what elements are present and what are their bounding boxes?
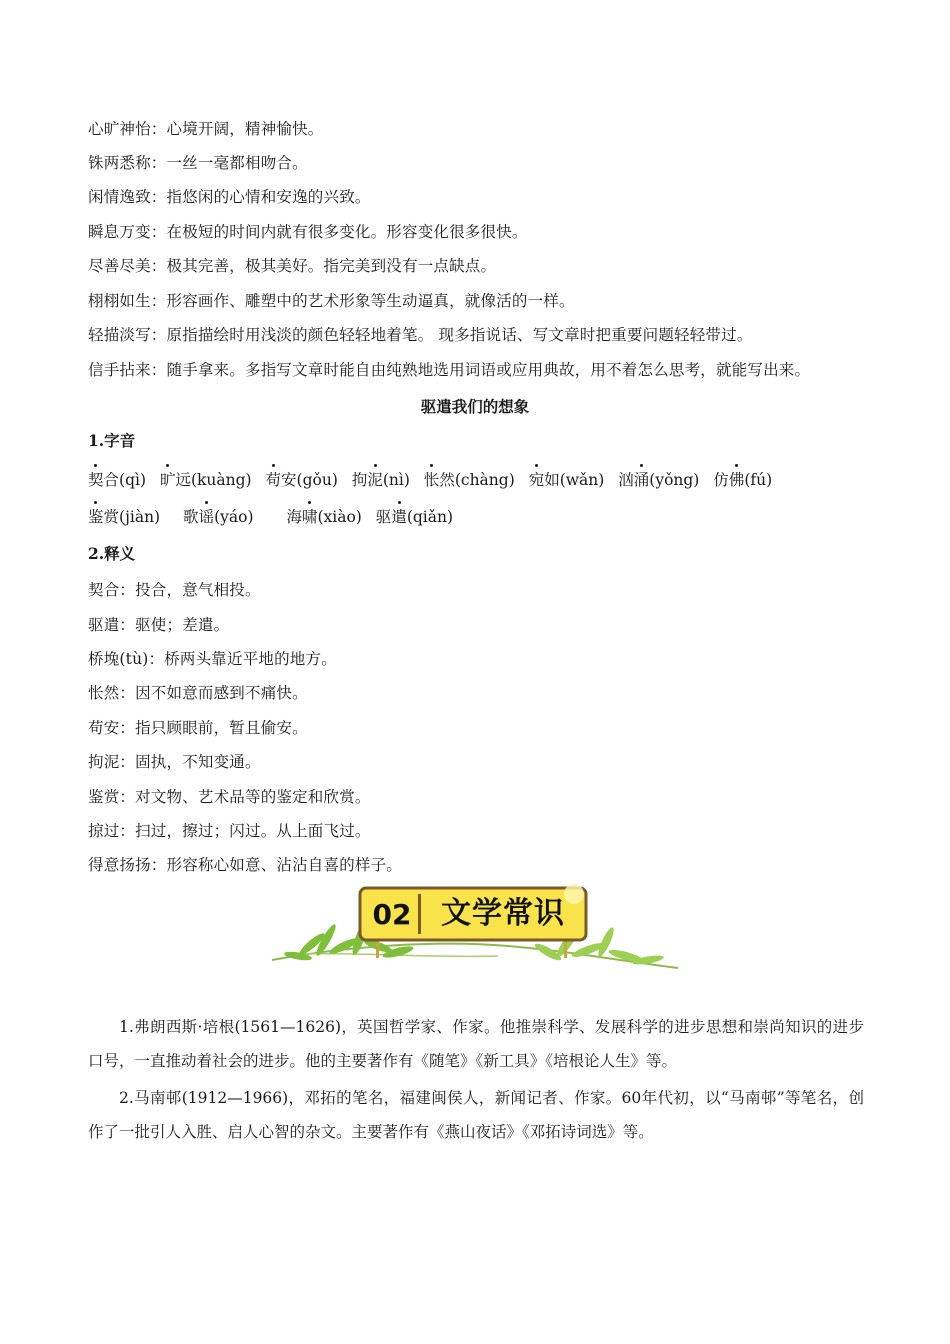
pinyin-item: [424, 471, 515, 489]
definition-line: 尽善尽美：极其完善，极其美好。指完美到没有一点缺点。: [88, 257, 497, 275]
definition-line: 栩栩如生：形容画作、雕塑中的艺术形象等生动逼真，就像活的一样。: [88, 292, 575, 310]
pinyin-item: [376, 508, 453, 526]
meaning-line: 掠过：扫过，擦过；闪过。从上面飞过。: [88, 822, 371, 840]
meaning-line: 怅然：因不如意而感到不痛快。: [88, 684, 308, 702]
pinyin-text: 安(gǒu): [281, 471, 338, 489]
pronunciation-heading: 1.字音: [88, 431, 136, 450]
emphasis-char: 遣: [391, 508, 407, 526]
section-title: 驱遣我们的想象: [420, 397, 530, 416]
pinyin-text: 然(chàng): [439, 471, 515, 489]
pinyin-char: 歌: [183, 508, 199, 526]
emphasis-char: 鉴: [88, 508, 104, 526]
pinyin-item: [352, 471, 410, 489]
meanings-heading: 2.释义: [88, 544, 136, 563]
definition-line: 闲情逸致：指悠闲的心情和安逸的兴致。: [88, 188, 371, 206]
emphasis-char: 谣: [198, 508, 215, 526]
meaning-line: 拘泥：固执，不知变通。: [88, 753, 261, 771]
definition-line: 轻描淡写：原指描绘时用浅淡的颜色轻轻地着笔。 现多指说话、写文章时把重要问题轻轻带过。: [88, 326, 753, 344]
pinyin-item: [88, 471, 146, 489]
banner-number: 02: [372, 898, 412, 931]
pinyin-text: (yǒng): [649, 471, 700, 489]
pinyin-text: 合(qì): [103, 471, 146, 489]
literature-paragraph: 2.马南邨(1912—1966)，邓拓的笔名，福建闽侯人，新闻记者、作家。60年代初，以“马南邨”等笔名，创作了一批引人入胜、启人心智的杂文。主要著作有《燕山夜话》《邓拓诗词选》等。: [88, 1089, 864, 1141]
pinyin-item: [286, 508, 361, 526]
pinyin-text: 赏(jiàn): [103, 508, 161, 526]
meaning-line: 得意扬扬：形容称心如意、沾沾自喜的样子。: [88, 856, 403, 874]
pinyin-item: [713, 471, 772, 489]
pinyin-text: 远(kuàng): [175, 471, 252, 489]
pinyin-text: (yáo): [214, 508, 254, 526]
meaning-line: 契合：投合，意气相投。: [88, 581, 261, 599]
meaning-line: 鉴赏：对文物、艺术品等的鉴定和欣赏。: [88, 788, 371, 806]
pinyin-text: 如(wǎn): [544, 471, 605, 489]
emphasis-char: 旷: [159, 471, 176, 489]
pinyin-item: [529, 471, 605, 489]
pinyin-item: [160, 471, 252, 489]
pronunciation-row-2: [88, 507, 462, 527]
emphasis-char: 契: [88, 471, 104, 489]
definition-line: 铢两悉称：一丝一毫都相吻合。: [88, 154, 308, 172]
pronunciation-row-1: [88, 470, 781, 490]
pinyin-text: (fú): [744, 471, 773, 489]
pinyin-char: 汹: [618, 471, 634, 489]
literature-paragraph: 1.弗朗西斯·培根(1561—1626)，英国哲学家、作家。他推崇科学、发展科学的进步思想和崇尚知识的进步口号，一直推动着社会的进步。他的主要著作有《随笔》《新工具》《培根论人生》等。: [88, 1018, 864, 1070]
pinyin-item: [88, 508, 160, 526]
meaning-line: 苟安：指只顾眼前，暂且偷安。: [88, 719, 308, 737]
pinyin-char: 驱: [375, 508, 392, 526]
pinyin-char: 仿: [713, 471, 729, 489]
pinyin-char: 海: [286, 508, 302, 526]
pinyin-item: [618, 471, 699, 489]
pinyin-text: (xiào): [317, 508, 362, 526]
pinyin-char: 拘: [351, 471, 368, 489]
pinyin-text: (nì): [382, 471, 410, 489]
emphasis-char: 泥: [367, 471, 383, 489]
pinyin-item: [266, 471, 338, 489]
meaning-line: 桥堍(tù)：桥两头靠近平地的地方。: [88, 650, 337, 668]
emphasis-char: 怅: [423, 471, 440, 489]
emphasis-char: 苟: [265, 471, 282, 489]
definition-line: 心旷神怡：心境开阔，精神愉快。: [88, 120, 324, 138]
emphasis-char: 啸: [301, 508, 318, 526]
definition-line: 信手拈来：随手拿来。多指写文章时能自由纯熟地选用词语或应用典故，用不着怎么思考，就能写出来。: [88, 361, 811, 379]
pinyin-text: (qiǎn): [406, 508, 454, 526]
emphasis-char: 佛: [728, 471, 745, 489]
pinyin-item: [183, 508, 253, 526]
section-banner: [268, 880, 682, 976]
definition-line: 瞬息万变：在极短的时间内就有很多变化。形容变化很多很快。: [88, 223, 528, 241]
emphasis-char: 涌: [633, 471, 650, 489]
banner-divider: [418, 894, 421, 934]
meaning-line: 驱遣：驱使；差遣。: [88, 616, 230, 634]
emphasis-char: 宛: [528, 471, 545, 489]
banner-title: 文学常识: [441, 896, 565, 931]
